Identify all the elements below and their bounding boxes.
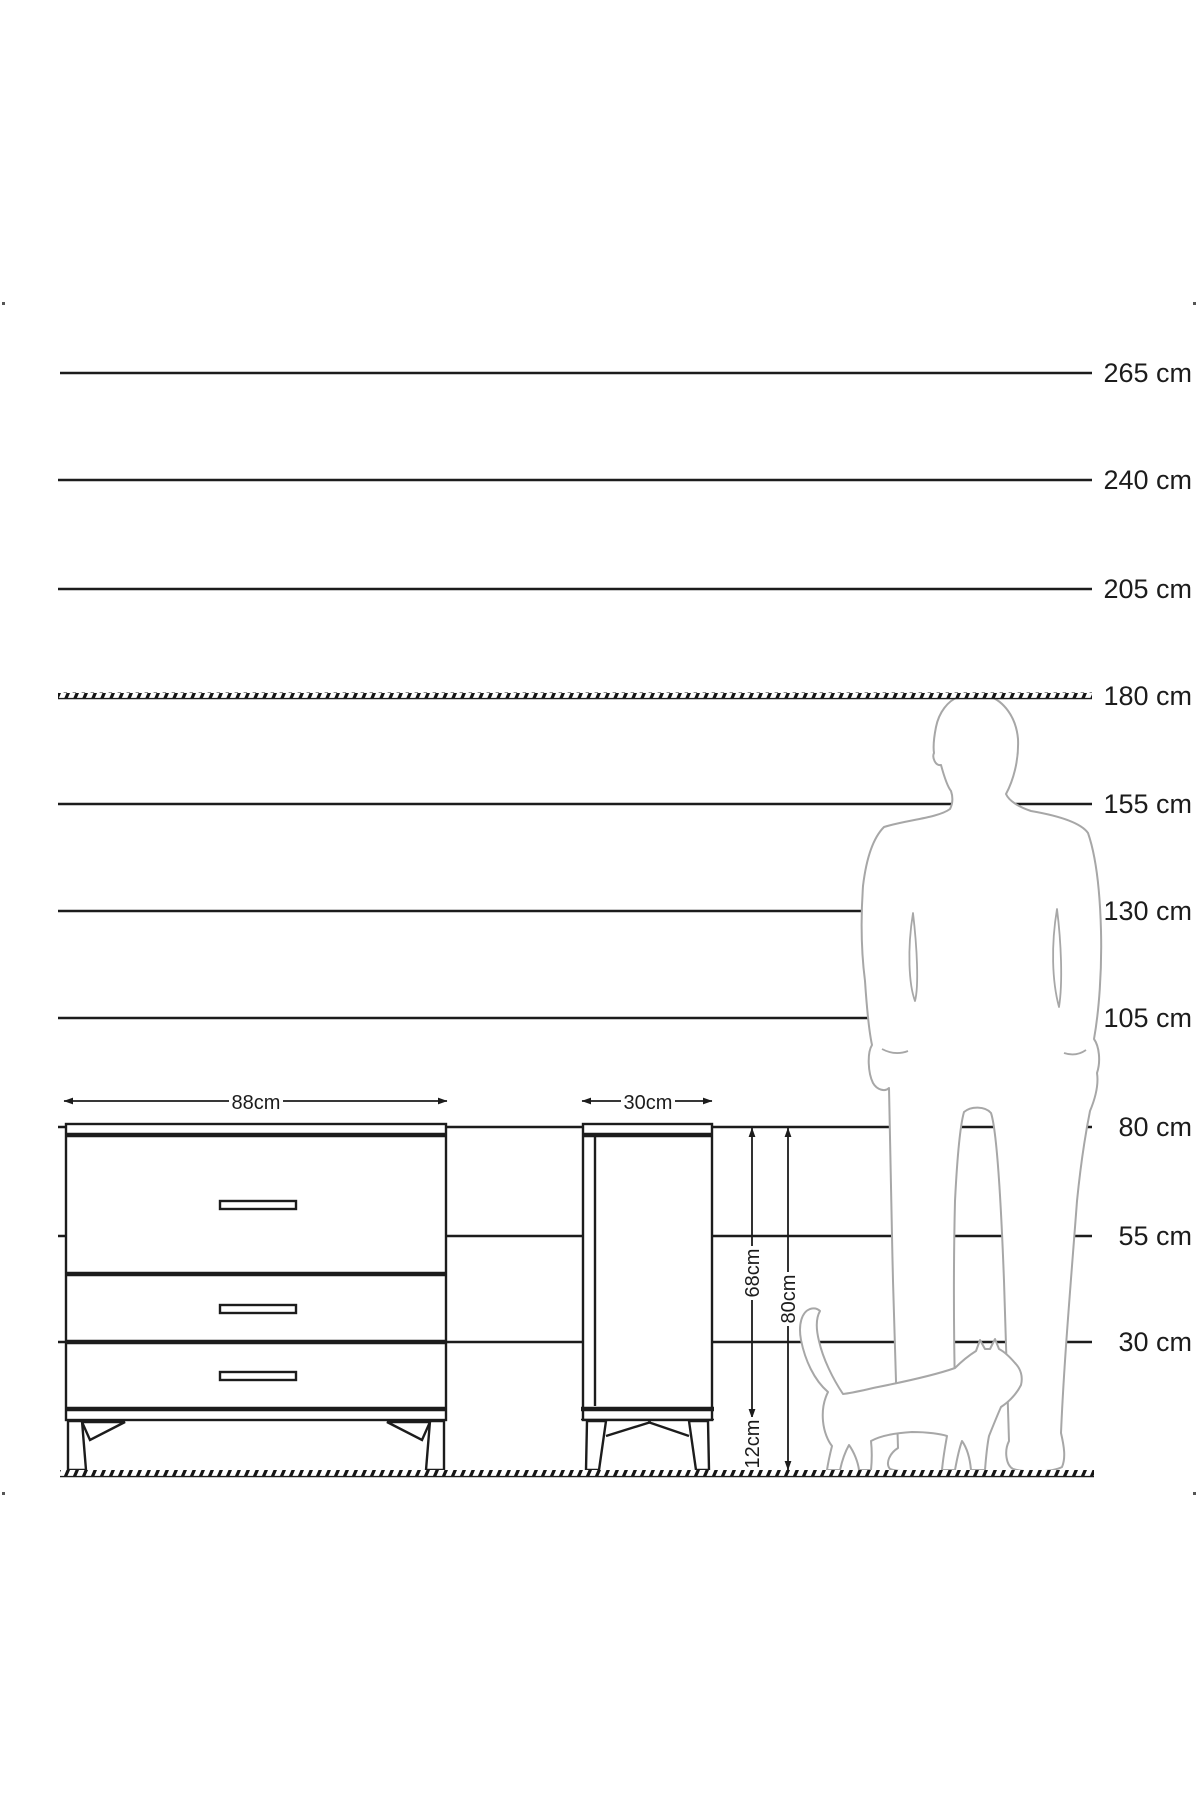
dim-side-depth [582, 1089, 712, 1114]
dim-front-width [64, 1089, 447, 1114]
cabinet-legs [586, 1421, 709, 1470]
dresser-legs [68, 1421, 444, 1470]
scale-label: 130 cm [1103, 896, 1192, 926]
dresser-leg-left [68, 1421, 86, 1470]
corner-dot-bottom-left [2, 1492, 5, 1495]
scale-label: 80 cm [1118, 1112, 1192, 1142]
scale-line-240 [58, 465, 1192, 495]
scale-line-265 [60, 358, 1192, 388]
dim-body-height [741, 1128, 764, 1418]
ground-line [60, 1470, 1094, 1477]
cabinet-leg-right [689, 1421, 709, 1470]
cabinet-leg-strut-left [606, 1422, 651, 1436]
cabinet-body [583, 1124, 712, 1420]
corner-dot-top-left [2, 302, 5, 305]
scale-label: 205 cm [1103, 574, 1192, 604]
dim-label-80cm: 80cm [778, 1274, 800, 1324]
dim-label-68cm: 68cm [742, 1248, 764, 1298]
corner-dot-top-right [1193, 302, 1196, 305]
dim-label-88cm: 88cm [231, 1092, 281, 1114]
scale-label: 180 cm [1103, 681, 1192, 711]
dresser-leg-left-strut [82, 1422, 125, 1440]
dresser-leg-right [426, 1421, 444, 1470]
scale-label: 155 cm [1103, 789, 1192, 819]
cabinet-leg-left [586, 1421, 606, 1470]
scale-label: 105 cm [1103, 1003, 1192, 1033]
corner-dot-bottom-right [1193, 1492, 1196, 1495]
dim-label-12cm: 12cm [742, 1419, 764, 1469]
scale-label: 55 cm [1118, 1221, 1192, 1251]
cabinet-leg-strut-right [648, 1422, 689, 1436]
scale-label: 265 cm [1103, 358, 1192, 388]
scale-label: 240 cm [1103, 465, 1192, 495]
dim-total-height [777, 1128, 800, 1470]
dim-label-30cm: 30cm [623, 1092, 673, 1114]
dim-leg-height [741, 1417, 764, 1471]
drawer-handle-1 [220, 1201, 296, 1209]
dresser-leg-right-strut [387, 1422, 430, 1440]
scale-line-205 [58, 574, 1192, 604]
drawer-handle-3 [220, 1372, 296, 1380]
scale-line-180 [58, 681, 1192, 711]
drawer-handle-2 [220, 1305, 296, 1313]
cabinet-side-view [581, 1124, 714, 1470]
dresser-front-view [66, 1124, 446, 1470]
scale-label: 30 cm [1118, 1327, 1192, 1357]
